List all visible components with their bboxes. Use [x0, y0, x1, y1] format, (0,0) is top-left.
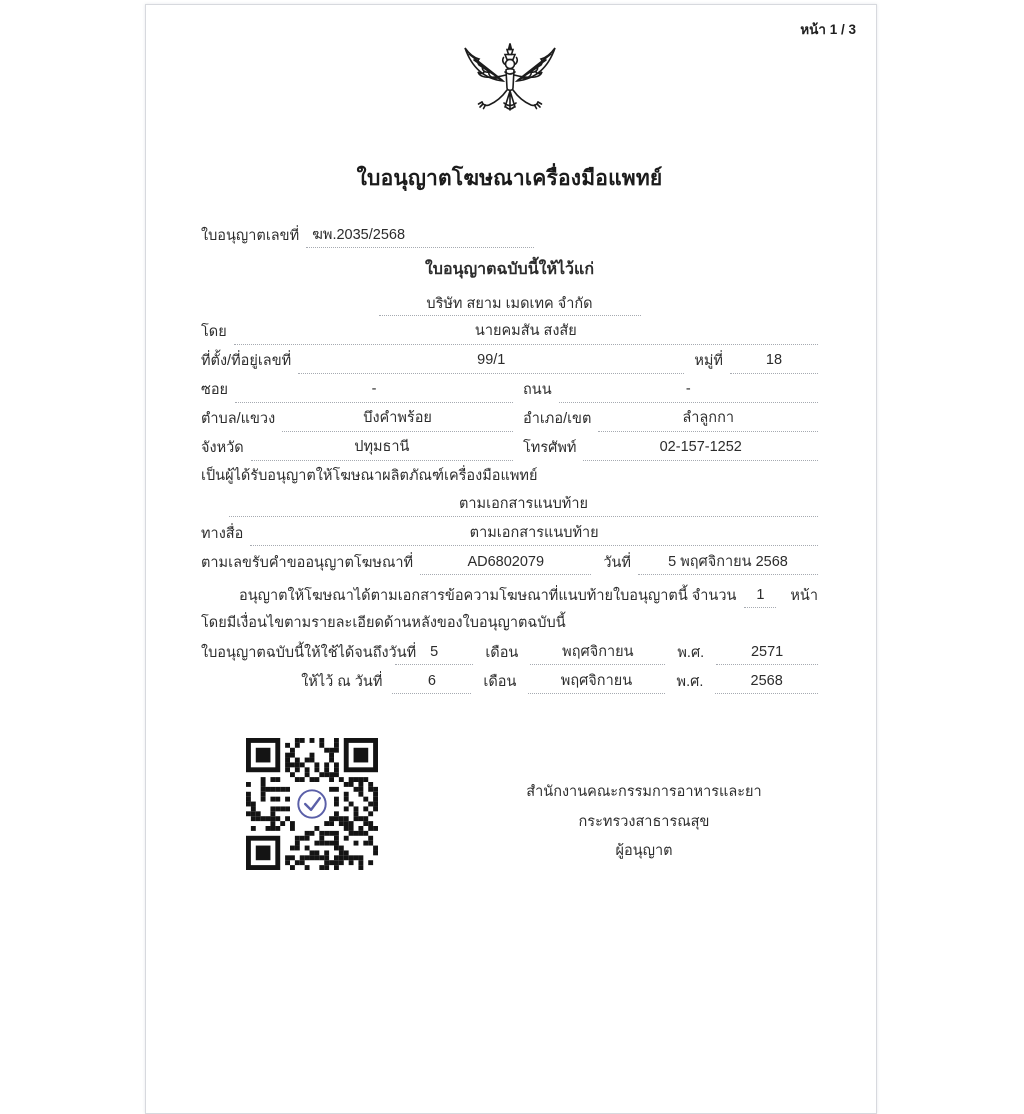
- application-number-value: AD6802079: [420, 551, 591, 575]
- qr-code: [246, 738, 378, 870]
- district-label: อำเภอ/เขต: [523, 411, 592, 428]
- province-value: ปทุมธานี: [251, 436, 513, 460]
- by-name-value: นายคมสัน สงสัย: [234, 320, 818, 344]
- subdistrict-value: บึงคำพร้อย: [282, 407, 513, 431]
- application-date-value: 5 พฤศจิกายน 2568: [638, 551, 818, 575]
- license-form: [201, 219, 818, 870]
- document-title: ใบอนุญาตโฆษณาเครื่องมือแพทย์: [356, 167, 663, 190]
- soi-label: ซอย: [201, 382, 229, 399]
- address-label: ที่ตั้ง/ที่อยู่เลขที่: [201, 353, 292, 370]
- license-number-label: ใบอนุญาตเลขที่: [201, 227, 300, 244]
- soi-value: -: [235, 378, 513, 402]
- province-label: จังหวัด: [201, 440, 244, 457]
- subdistrict-label: ตำบล/แขวง: [201, 411, 276, 428]
- application-date-label: วันที่: [603, 555, 631, 572]
- company-name-value: บริษัท สยาม เมดเทค จำกัด: [379, 292, 641, 316]
- valid-until-label: ใบอนุญาตฉบับนี้ให้ใช้ได้จนถึงวันที่: [201, 644, 417, 661]
- document-page: [145, 4, 877, 1114]
- media-value: ตามเอกสารแนบท้าย: [250, 522, 818, 546]
- page-indicator: หน้า 1 / 3: [800, 22, 856, 37]
- issued-day-value: 6: [392, 670, 471, 694]
- issued-month-label: เดือน: [483, 673, 517, 690]
- attachment-value: ตามเอกสารแนบท้าย: [229, 493, 818, 517]
- valid-month-label: เดือน: [485, 644, 519, 661]
- grantee-statement: เป็นผู้ได้รับอนุญาตให้โฆษณาผลิตภัณฑ์เครื่องมือแพทย์: [201, 467, 538, 484]
- by-label: โดย: [201, 324, 227, 341]
- valid-era-label: พ.ศ.: [677, 644, 705, 661]
- road-label: ถนน: [523, 382, 552, 399]
- valid-until-day-value: 5: [395, 641, 473, 665]
- phone-value: 02-157-1252: [583, 436, 818, 460]
- qr-center-check-logo-icon: [295, 787, 328, 820]
- district-value: ลำลูกกา: [598, 407, 818, 431]
- road-value: -: [559, 378, 818, 402]
- issuing-org-line2: กระทรวงสาธารณสุข: [578, 813, 710, 830]
- issued-to-heading: ใบอนุญาตฉบับนี้ให้ไว้แก่: [424, 261, 595, 278]
- issued-era-label: พ.ศ.: [676, 673, 704, 690]
- signature-block: [474, 778, 814, 867]
- quantity-statement: อนุญาตให้โฆษณาได้ตามเอกสารข้อความโฆษณาที่แนบท้ายใบอนุญาตนี้ จำนวน: [239, 588, 737, 605]
- application-number-label: ตามเลขรับคำขออนุญาตโฆษณาที่: [201, 555, 414, 572]
- media-label: ทางสื่อ: [201, 526, 244, 543]
- issued-year-value: 2568: [715, 670, 818, 694]
- valid-until-year-value: 2571: [716, 641, 818, 665]
- address-number-value: 99/1: [298, 349, 684, 373]
- issuing-org-line1: สำนักงานคณะกรรมการอาหารและยา: [526, 783, 762, 800]
- license-number-value: ฆพ.2035/2568: [306, 224, 534, 248]
- moo-value: 18: [730, 349, 818, 373]
- quantity-unit-label: หน้า: [790, 588, 818, 605]
- phone-label: โทรศัพท์: [523, 440, 577, 457]
- garuda-emblem-icon: [201, 5, 818, 152]
- conditions-statement: โดยมีเงื่อนไขตามรายละเอียดด้านหลังของใบอนุญาตฉบับนี้: [201, 615, 566, 632]
- issued-on-label: ให้ไว้ ณ วันที่: [301, 673, 383, 690]
- valid-until-month-value: พฤศจิกายน: [530, 641, 665, 665]
- signer-title: ผู้อนุญาต: [615, 843, 673, 860]
- issued-month-value: พฤศจิกายน: [528, 670, 664, 694]
- moo-label: หมู่ที่: [694, 353, 723, 370]
- quantity-value: 1: [744, 584, 776, 608]
